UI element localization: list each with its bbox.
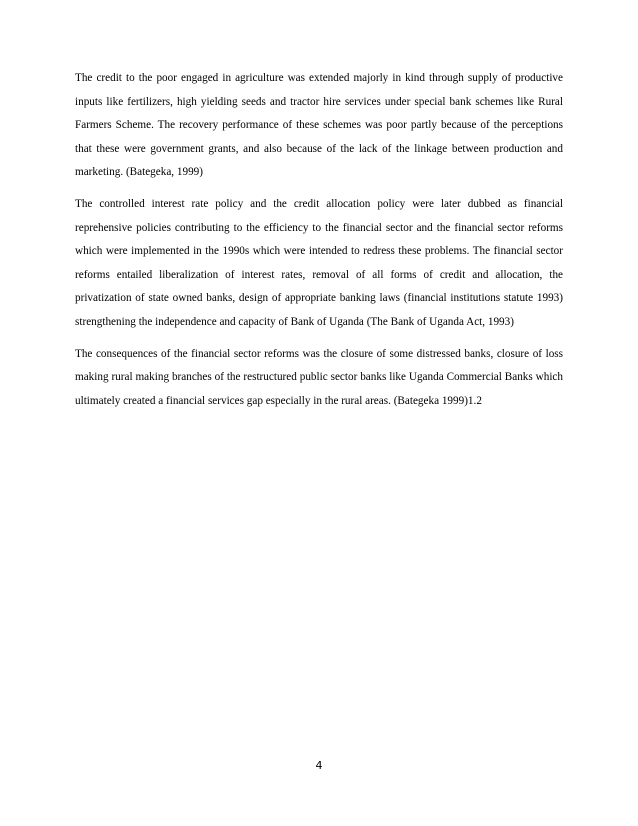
paragraph-interest-rate-policy: The controlled interest rate policy and the credit allocation policy were later dubbed as financial reprehensive policies contributing to the efficiency to the financial sector and the financial sector reforms which were implemented in the 1990s which were intended to redress these problems. The financial sector reforms entailed liberalization of interest rates, removal of all forms of credit and allocation, the privatization of state owned banks, design of appropriate banking laws (financial institutions statute 1993) strengthening the independence and capacity of Bank of Uganda (The Bank of Uganda Act, 1993) — [75, 197, 563, 328]
paragraph-agricultural-credit: The credit to the poor engaged in agriculture was extended majorly in kind through supply of productive inputs like fertilizers, high yielding seeds and tractor hire services under special bank schemes like Rural Farmers Scheme. The recovery performance of these schemes was poor partly because of the perceptions that these were government grants, and also because of the lack of the linkage between production and marketing. (Bategeka, 1999) — [75, 72, 563, 179]
paragraph-reform-consequences: The consequences of the financial sector reforms was the closure of some distressed banks, closure of loss making rural making branches of the restructured public sector banks like Uganda Commercial Banks which ultimately created a financial services gap especially in the rural areas. (Bategeka 1999)1.2 — [75, 347, 563, 407]
page-number: 4 — [315, 759, 323, 772]
body-text — [75, 67, 563, 421]
